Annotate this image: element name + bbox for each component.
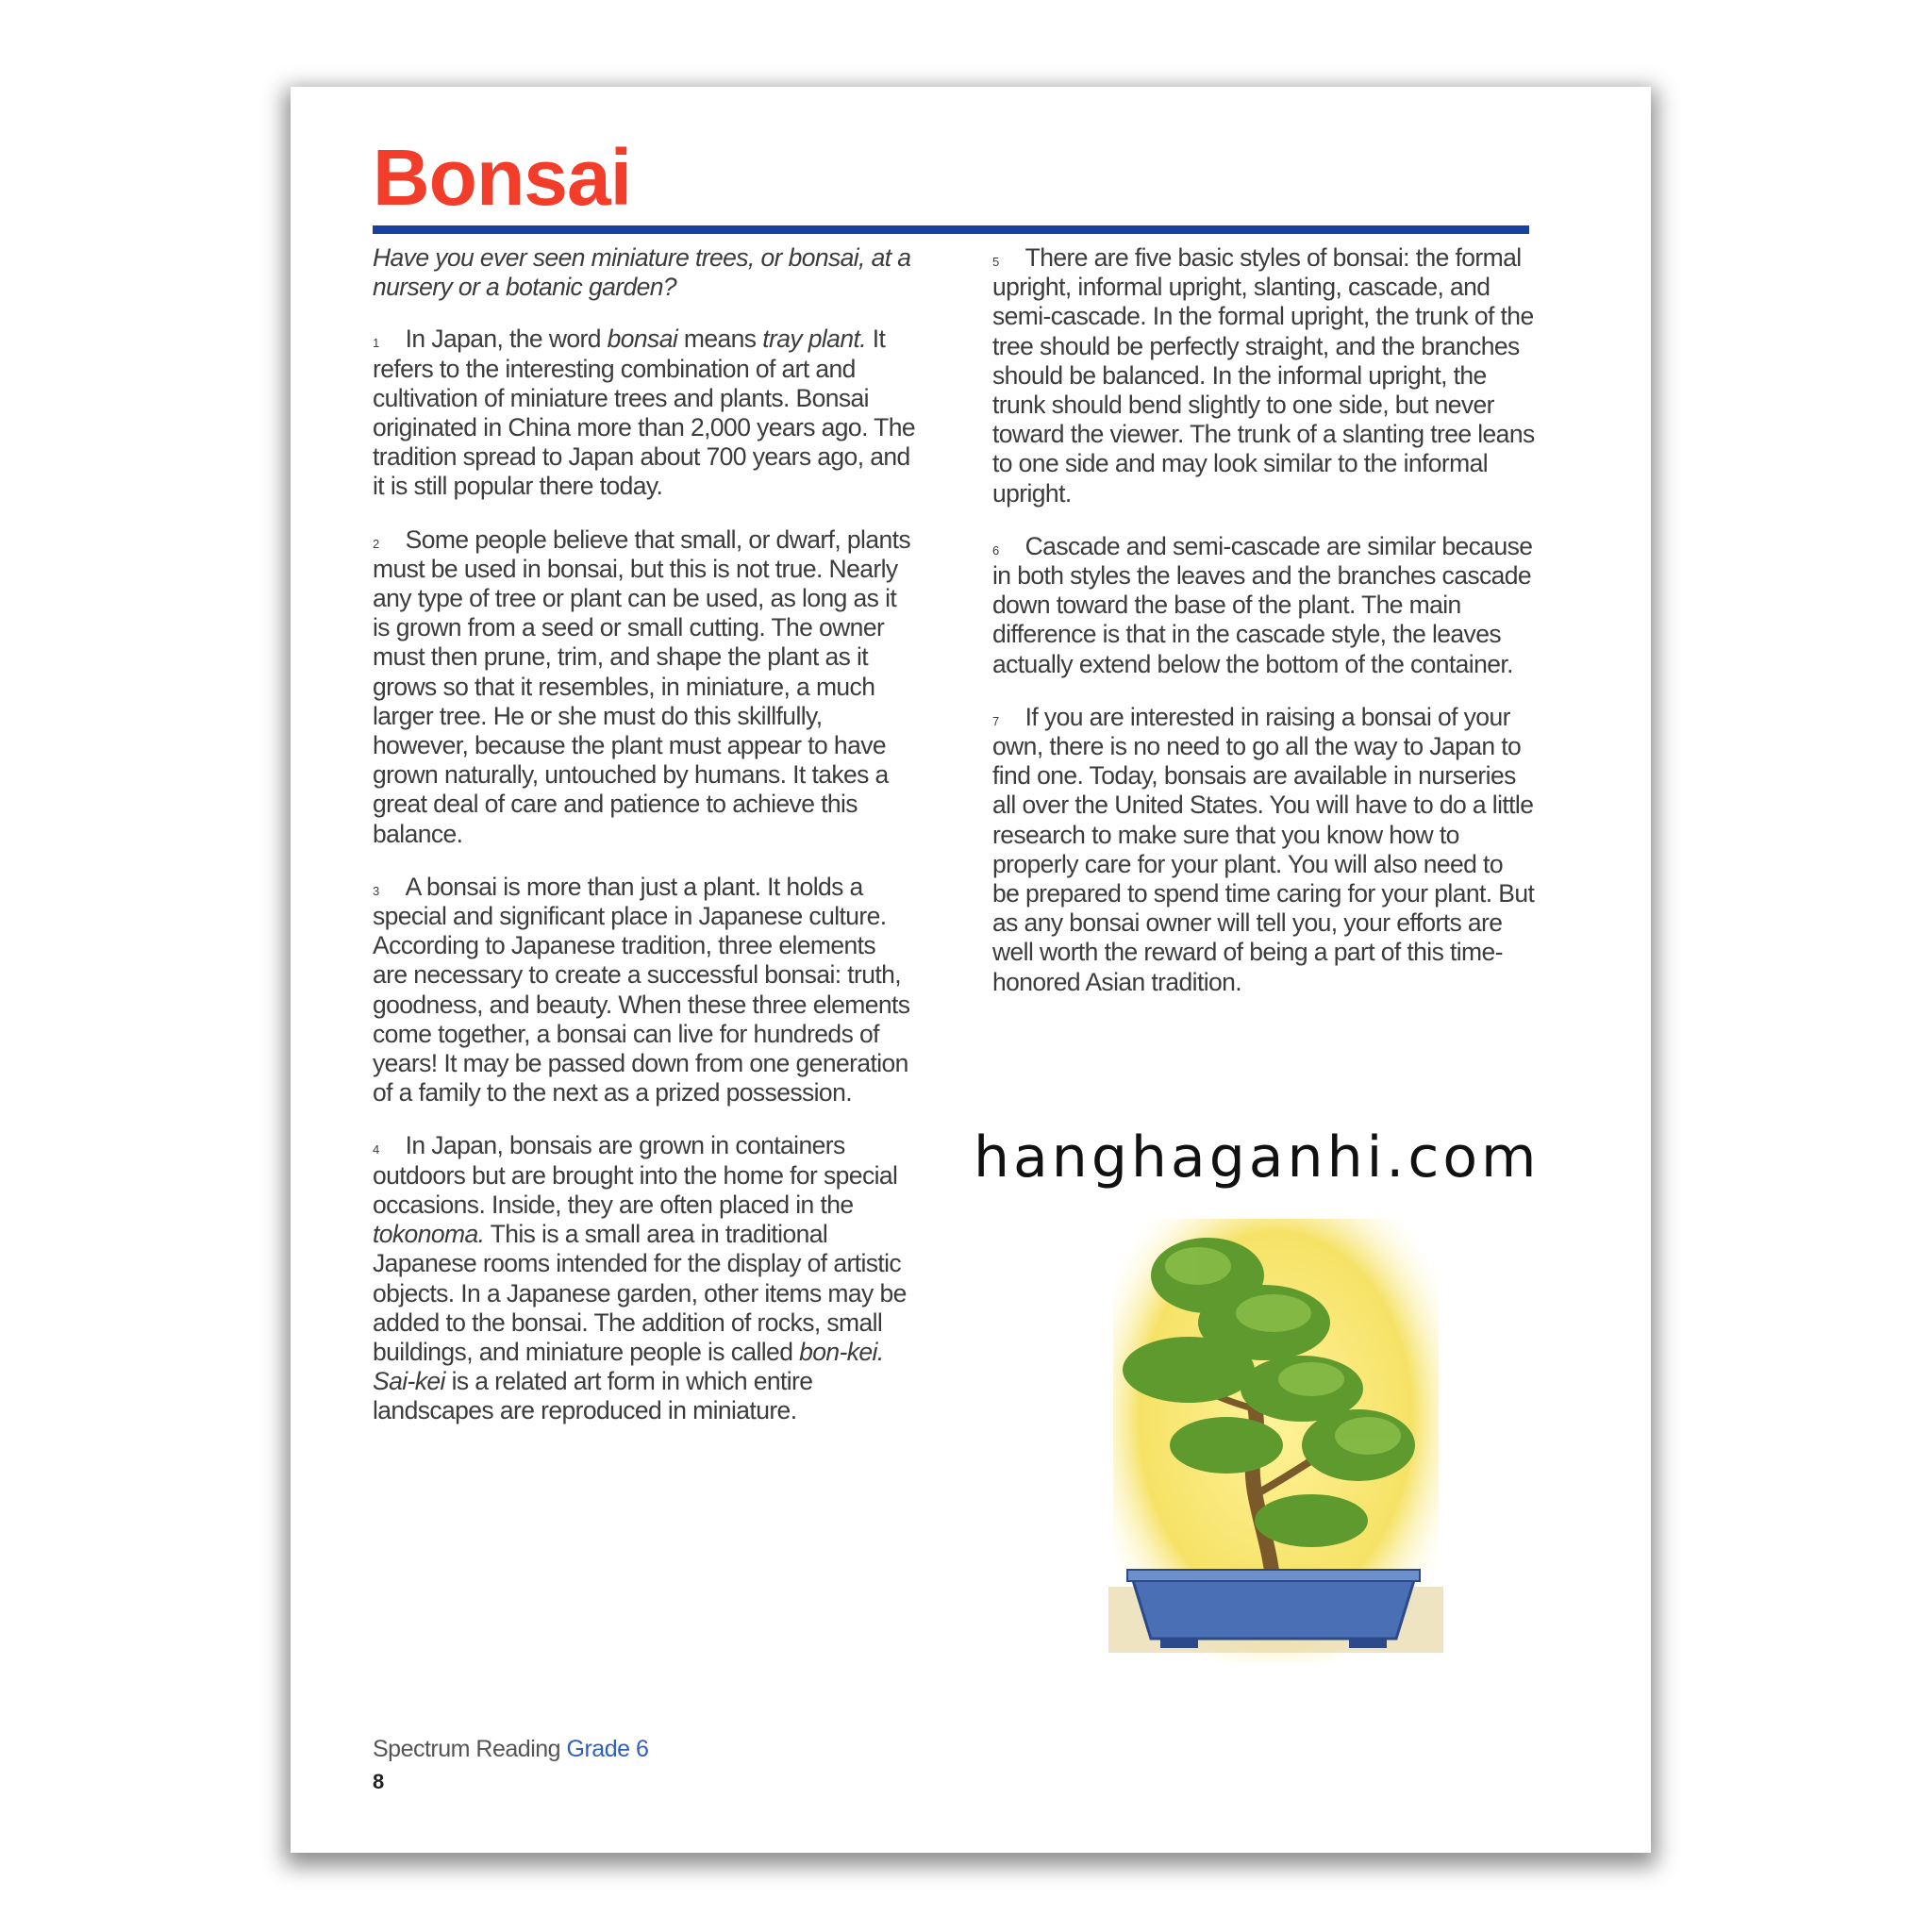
watermark: hanghaganhi.com — [974, 1124, 1541, 1191]
paragraph-6 — [992, 532, 1535, 679]
paragraph-text: In Japan, bonsais are grown in containers outdoors but are brought into the home for special occasions. Inside, they are often placed in the — [373, 1131, 898, 1219]
paragraph-text: Cascade and semi-cascade are similar because in both styles the leaves and the branches cascade down toward the base of the plant. The main difference is that in the cascade style, the leaves actually extend below the bottom of the container. — [992, 531, 1533, 678]
paragraph-text: In Japan, the word — [405, 325, 608, 354]
page-number: 8 — [373, 1770, 385, 1793]
paragraph-text: This is a small area in traditional Japanese rooms intended for the display of artistic objects. In a Japanese garden, other items may be added to the bonsai. The addition of rocks, small buildings, and miniature people is called — [373, 1220, 907, 1366]
paragraph-text: There are five basic styles of bonsai: the formal upright, informal upright, slanting, cascade, and semi-cascade. In the formal upright, the trunk of the tree should be perfectly straight, and the branches should be balanced. In the informal upright, the trunk should bend slightly to one side, but never toward the viewer. The trunk of a slanting tree leans to one side and may look similar to the informal upright. — [992, 243, 1535, 508]
italic-term: tray plant. — [762, 325, 866, 354]
footer-series: Spectrum Reading — [373, 1736, 561, 1762]
paragraph-1 — [373, 325, 915, 501]
paragraph-4 — [373, 1131, 915, 1425]
intro-question: Have you ever seen miniature trees, or bonsai, at a nursery or a botanic garden? — [373, 243, 911, 302]
paragraph-text: means — [677, 325, 763, 354]
footer — [373, 1736, 648, 1763]
paragraph-number: 6 — [992, 542, 999, 558]
footer-grade: Grade 6 — [566, 1736, 649, 1762]
paragraph-text: A bonsai is more than just a plant. It holds a special and significant place in Japanese culture. According to Japanese tradition, three elements are necessary to create a successful bonsai: truth, goodness, and beauty. When these three elements come together, a bonsai can live for hundreds of years! It may be passed down from one generation of a family to the next as a prized possession. — [373, 872, 910, 1108]
paragraph-text: is a related art form in which entire landscapes are reproduced in miniature. — [373, 1367, 813, 1425]
paragraph-7 — [992, 703, 1535, 997]
italic-term: tokonoma. — [373, 1220, 485, 1249]
paragraph-number: 3 — [373, 883, 379, 898]
paragraph-text: It refers to the interesting combination of art and cultivation of miniature trees and plants. Bonsai originated in China more than 2,000 years ago. The tradition spread to Japan about 700 years ago, and it is still popular there today. — [373, 325, 915, 501]
paragraph-text: Some people believe that small, or dwarf, plants must be used in bonsai, but this is not true. Nearly any type of tree or plant can be used, as long as it is grown from a seed or small cutting. The owner must then prune, trim, and shape the plant as it grows so that it resembles, in miniature, a much larger tree. He or she must do this skillfully, however, because the plant must appear to have grown naturally, untouched by humans. It takes a great deal of care and patience to achieve this balance. — [373, 525, 911, 848]
paragraph-5 — [992, 243, 1535, 508]
title-rule — [373, 225, 1529, 234]
paragraph-3 — [373, 873, 915, 1108]
paragraph-number: 5 — [992, 255, 999, 269]
paragraph-number: 1 — [373, 336, 379, 351]
bonsai-illustration — [1104, 1209, 1448, 1686]
paragraph-number: 4 — [373, 1142, 379, 1158]
italic-term: bonsai — [607, 325, 678, 354]
left-column — [373, 243, 915, 1450]
paragraph-text: If you are interested in raising a bonsai of your own, there is no need to go all the way to Japan to find one. Today, bonsais are available in nurseries all over the United States. You will have to do a little research to make sure that you know how to properly care for your plant. You will also need to be prepared to spend time caring for your plant. But as any bonsai owner will tell you, your efforts are well worth the reward of being a part of this time-honored Asian tradition. — [992, 702, 1535, 996]
italic-term: bon-kei. Sai-kei — [373, 1337, 884, 1396]
paragraph-number: 2 — [373, 536, 379, 551]
page-title: Bonsai — [373, 133, 632, 222]
paragraph-number: 7 — [992, 713, 999, 728]
right-column — [992, 243, 1535, 1021]
paragraph-2 — [373, 525, 915, 849]
